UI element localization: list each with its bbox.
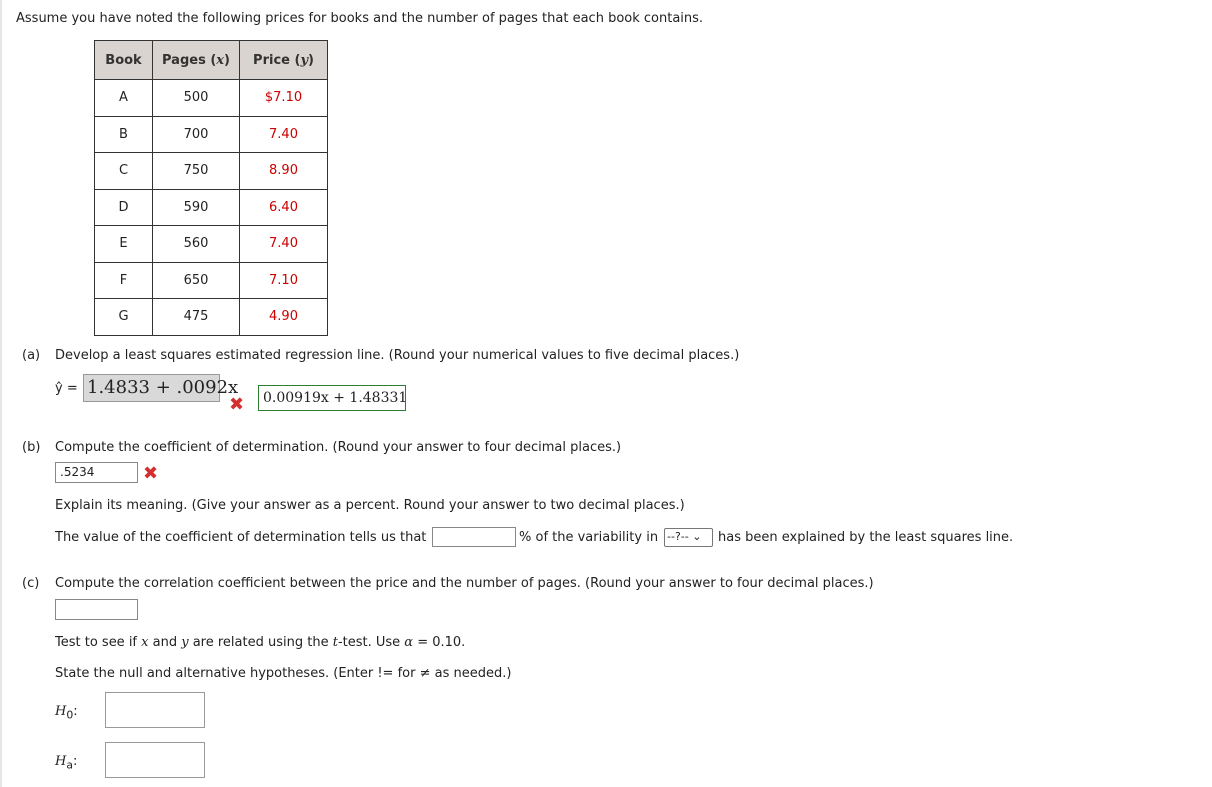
cell-price: 8.90: [240, 153, 328, 190]
correct-answer-box: 0.00919x + 1.48331: [258, 385, 406, 411]
cell-book: G: [95, 299, 153, 336]
cell-book: D: [95, 189, 153, 226]
ttest-text: Test to see if x and y are related using the t-test. Use α = 0.10.: [55, 635, 466, 650]
cell-pages: 500: [153, 80, 240, 117]
select-value: --?--: [667, 530, 689, 543]
yhat-label: ŷ =: [55, 381, 78, 396]
sentence-end: has been explained by the least squares line.: [718, 530, 1014, 545]
table-row: [95, 226, 328, 263]
coef-determination-input[interactable]: .5234: [55, 462, 138, 483]
table-row: [95, 116, 328, 153]
table-row: [95, 80, 328, 117]
part-a-text: Develop a least squares estimated regression line. (Round your numerical values to five decimal places.): [55, 348, 740, 363]
chevron-down-icon: ⌄: [692, 530, 702, 543]
ha-input[interactable]: [105, 742, 205, 778]
cell-pages: 700: [153, 116, 240, 153]
part-b-label: (b): [22, 440, 41, 455]
cell-pages: 475: [153, 299, 240, 336]
part-a-label: (a): [22, 348, 41, 363]
percent-input[interactable]: [432, 527, 516, 547]
cell-pages: 560: [153, 226, 240, 263]
cell-book: B: [95, 116, 153, 153]
cell-book: E: [95, 226, 153, 263]
sentence-start: The value of the coefficient of determination tells us that: [55, 530, 427, 545]
table-row: [95, 189, 328, 226]
cell-book: A: [95, 80, 153, 117]
sentence-mid: % of the variability in: [519, 530, 659, 545]
cell-price: 7.10: [240, 262, 328, 299]
h0-input[interactable]: [105, 692, 205, 728]
explain-text: Explain its meaning. (Give your answer as a percent. Round your answer to two decimal places.): [55, 498, 685, 513]
intro-text: Assume you have noted the following prices for books and the number of pages that each book contains.: [16, 11, 704, 26]
cell-pages: 590: [153, 189, 240, 226]
hypotheses-text: State the null and alternative hypotheses. (Enter != for ≠ as needed.): [55, 666, 512, 681]
wrong-icon: ✖: [229, 394, 245, 415]
part-b-text: Compute the coefficient of determination. (Round your answer to four decimal places.): [55, 440, 622, 455]
cell-price: 6.40: [240, 189, 328, 226]
part-c-label: (c): [22, 576, 40, 591]
cell-price: 4.90: [240, 299, 328, 336]
part-c-text: Compute the correlation coefficient between the price and the number of pages. (Round your answer to four decimal places.): [55, 576, 874, 591]
header-pages: Pages (x): [153, 41, 240, 80]
regression-answer-input[interactable]: 1.4833 + .0092x: [83, 374, 220, 402]
cell-pages: 650: [153, 262, 240, 299]
table-row: [95, 153, 328, 190]
variable-select[interactable]: [664, 528, 713, 547]
cell-price: $7.10: [240, 80, 328, 117]
cell-book: F: [95, 262, 153, 299]
table-row: [95, 262, 328, 299]
cell-book: C: [95, 153, 153, 190]
left-rule: [0, 0, 2, 787]
wrong-icon: ✖: [143, 463, 159, 484]
table-row: [95, 299, 328, 336]
cell-pages: 750: [153, 153, 240, 190]
books-table: [94, 40, 328, 336]
h0-label: $H_0$:: [55, 704, 78, 722]
cell-price: 7.40: [240, 226, 328, 263]
header-price: Price (y): [240, 41, 328, 80]
ha-label: $H_a$:: [55, 754, 78, 772]
header-book: Book: [95, 41, 153, 80]
correlation-input[interactable]: [55, 599, 138, 620]
cell-price: 7.40: [240, 116, 328, 153]
